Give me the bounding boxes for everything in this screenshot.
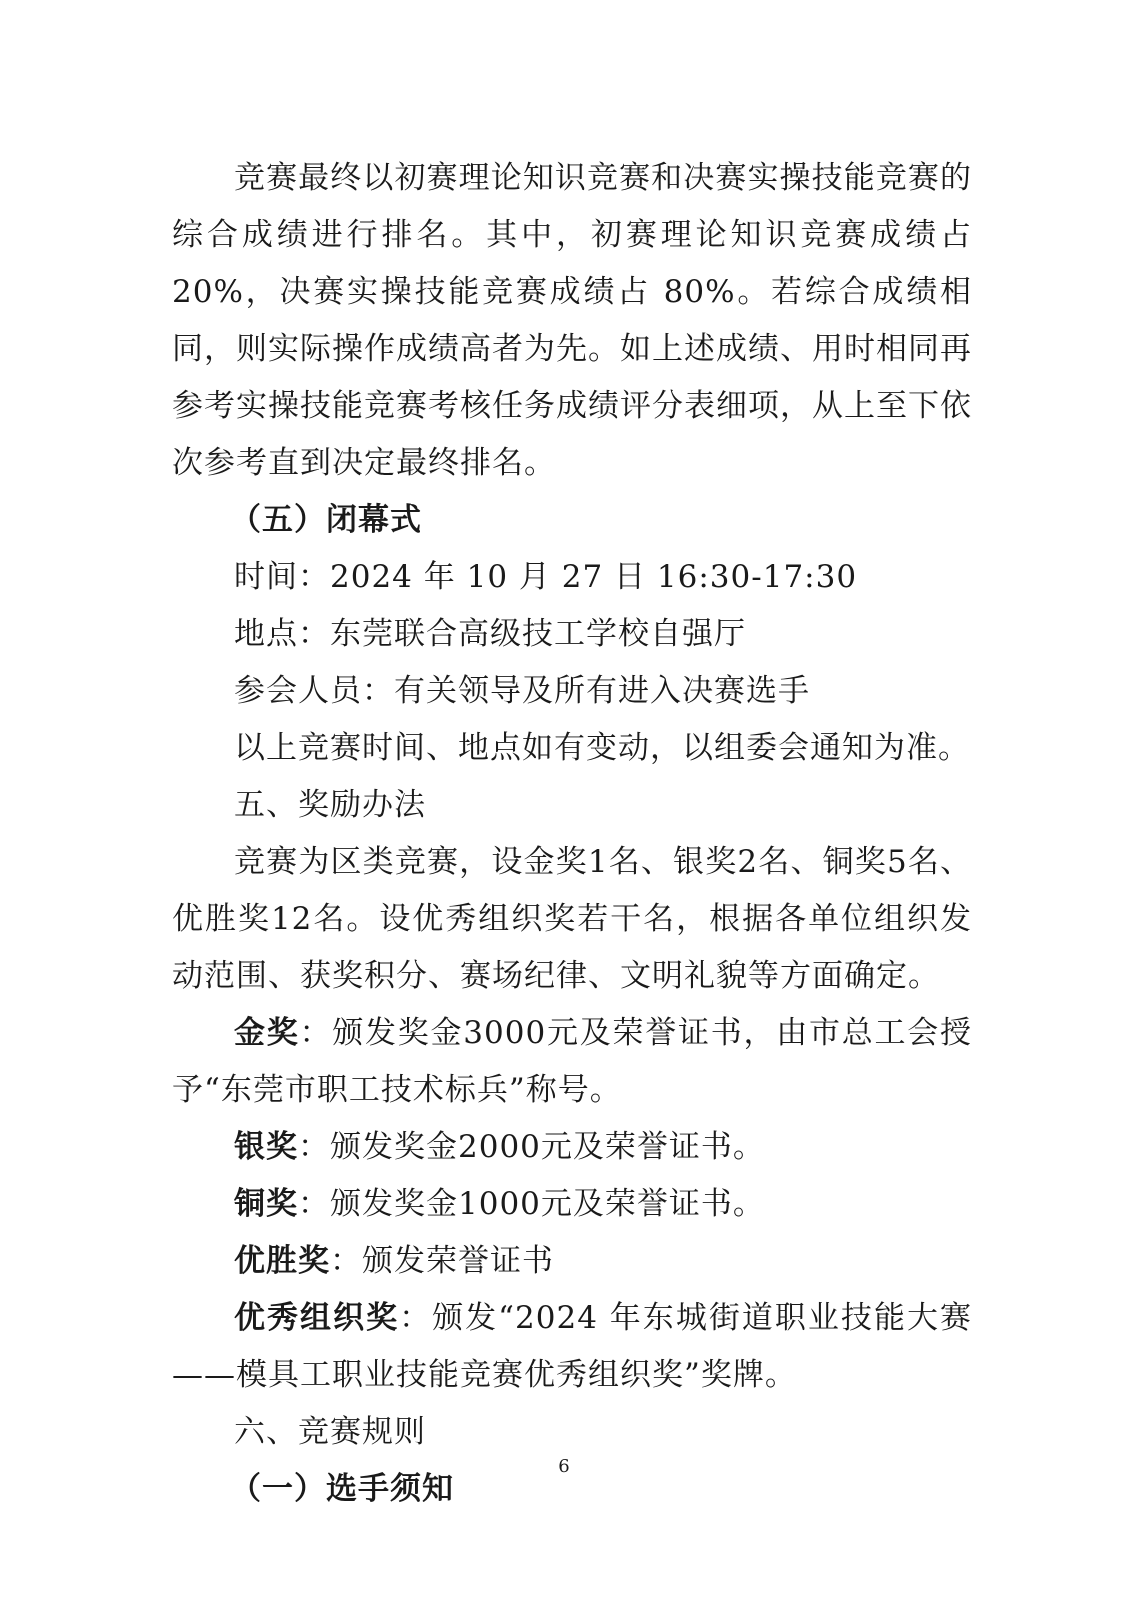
closing-time: 时间：2024 年 10 月 27 日 16:30-17:30 [234,559,858,595]
merit-award-label: 优胜奖 [234,1243,330,1279]
contestant-notice-heading: （一）选手须知 [230,1471,454,1507]
awards-heading: 五、奖励办法 [234,787,426,823]
silver-award-text: ：颁发奖金2000元及荣誉证书。 [298,1129,765,1165]
document-body [172,150,972,1518]
rules-heading: 六、竞赛规则 [234,1414,426,1450]
closing-place: 地点：东莞联合高级技工学校自强厅 [234,616,746,652]
gold-award-label: 金奖 [234,1015,300,1051]
gold-award [172,1005,972,1119]
organization-award-label: 优秀组织奖 [234,1300,400,1336]
bronze-award-label: 铜奖 [234,1186,298,1222]
silver-award [172,1119,972,1176]
schedule-change-note: 以上竞赛时间、地点如有变动，以组委会通知为准。 [234,730,970,766]
awards-intro: 竞赛为区类竞赛，设金奖1名、银奖2名、铜奖5名、优胜奖12名。设优秀组织奖若干名，根据各单位组织发动范围、获奖积分、赛场纪律、文明礼貌等方面确定。 [172,844,972,994]
page-number: 6 [558,1456,570,1477]
silver-award-label: 银奖 [234,1129,298,1165]
closing-attendees: 参会人员：有关领导及所有进入决赛选手 [234,673,810,709]
gold-award-text: ：颁发奖金3000元及荣誉证书，由市总工会授予“东莞市职工技术标兵”称号。 [172,1015,973,1108]
bronze-award-text: ：颁发奖金1000元及荣誉证书。 [298,1186,765,1222]
merit-award [172,1233,972,1290]
organization-award [172,1290,972,1404]
ranking-paragraph: 竞赛最终以初赛理论知识竞赛和决赛实操技能竞赛的综合成绩进行排名。其中，初赛理论知识竞赛成绩占 20%，决赛实操技能竞赛成绩占 80%。若综合成绩相同，则实际操作成绩高者为先。如上述成绩、用时相同再参考实操技能竞赛考核任务成绩评分表细项，从上至下依次参考直到决定最终排名。 [172,160,972,481]
organization-award-text: ：颁发“2024 年东城街道职业技能大赛——模具工职业技能竞赛优秀组织奖”奖牌。 [172,1300,973,1393]
closing-ceremony-heading: （五）闭幕式 [230,502,422,538]
merit-award-text: ：颁发荣誉证书 [330,1243,554,1279]
bronze-award [172,1176,972,1233]
